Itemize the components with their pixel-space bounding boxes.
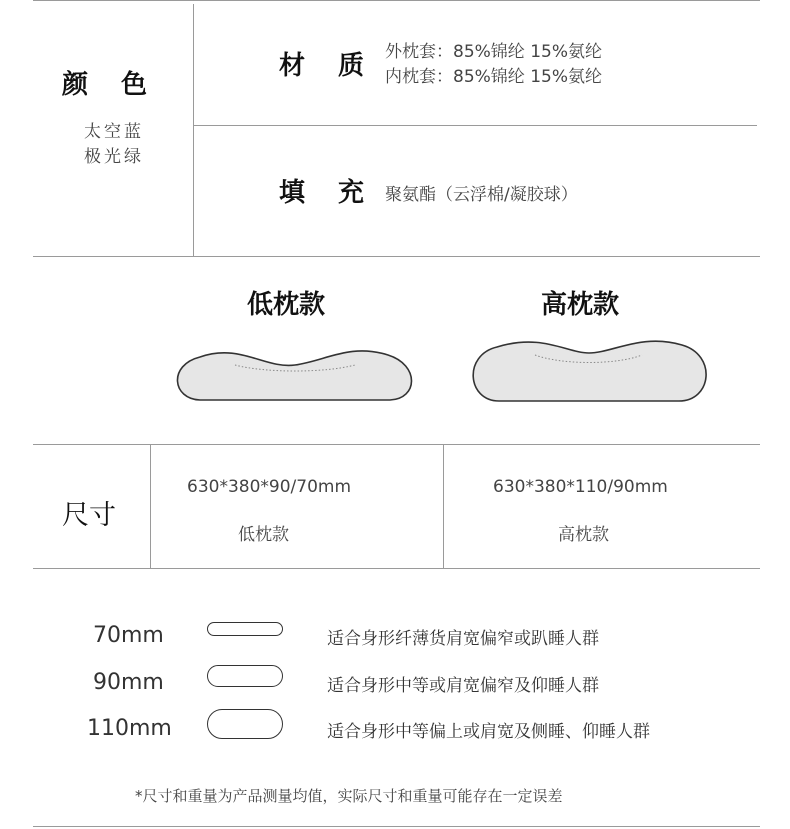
low-size-dims: 630*380*90/70mm [187,477,352,497]
high-pillow-illustration [467,337,712,407]
filling-value: 聚氨酯（云浮棉/凝胶球） [385,185,578,205]
high-size-name: 高枕款 [558,525,609,545]
low-pillow-illustration [170,345,420,405]
low-model-title: 低枕款 [247,290,326,320]
spec-column-divider [193,4,194,256]
spec-bottom-divider [33,256,760,257]
high-model-title: 高枕款 [541,290,620,320]
height-110mm-desc: 适合身形中等偏上或肩宽及侧睡、仰睡人群 [327,722,650,742]
measurement-note: *尺寸和重量为产品测量均值，实际尺寸和重量可能存在一定误差 [135,787,563,805]
height-70mm-pillow [207,622,283,636]
bottom-divider [33,826,760,827]
height-90mm-desc: 适合身形中等或肩宽偏窄及仰睡人群 [327,676,599,696]
height-70mm-desc: 适合身形纤薄货肩宽偏窄或趴睡人群 [327,629,599,649]
material-lines [385,40,602,90]
filling-label: 填 充 [279,178,377,208]
size-column-divider [443,444,444,569]
color-label: 颜 色 [62,70,160,100]
height-90mm-label: 90mm [93,670,164,695]
material-outer-cover: 外枕套：85%锦纶 15%氨纶 [385,42,602,62]
top-divider [33,0,760,1]
height-110mm-pillow [207,709,283,739]
size-top-divider [33,444,760,445]
material-label: 材 质 [279,51,377,81]
color-option-space-blue: 太空蓝 [84,122,144,142]
material-inner-cover: 内枕套：85%锦纶 15%氨纶 [385,67,602,87]
height-70mm-label: 70mm [93,623,164,648]
size-label: 尺寸 [62,500,116,531]
high-size-dims: 630*380*110/90mm [493,477,668,497]
color-options [84,120,144,170]
height-90mm-pillow [207,665,283,687]
height-110mm-label: 110mm [87,716,172,741]
size-label-divider [150,444,151,569]
color-option-aurora-green: 极光绿 [84,147,144,167]
size-bottom-divider [33,568,760,569]
spec-row-divider [193,125,757,126]
low-size-name: 低枕款 [238,525,289,545]
